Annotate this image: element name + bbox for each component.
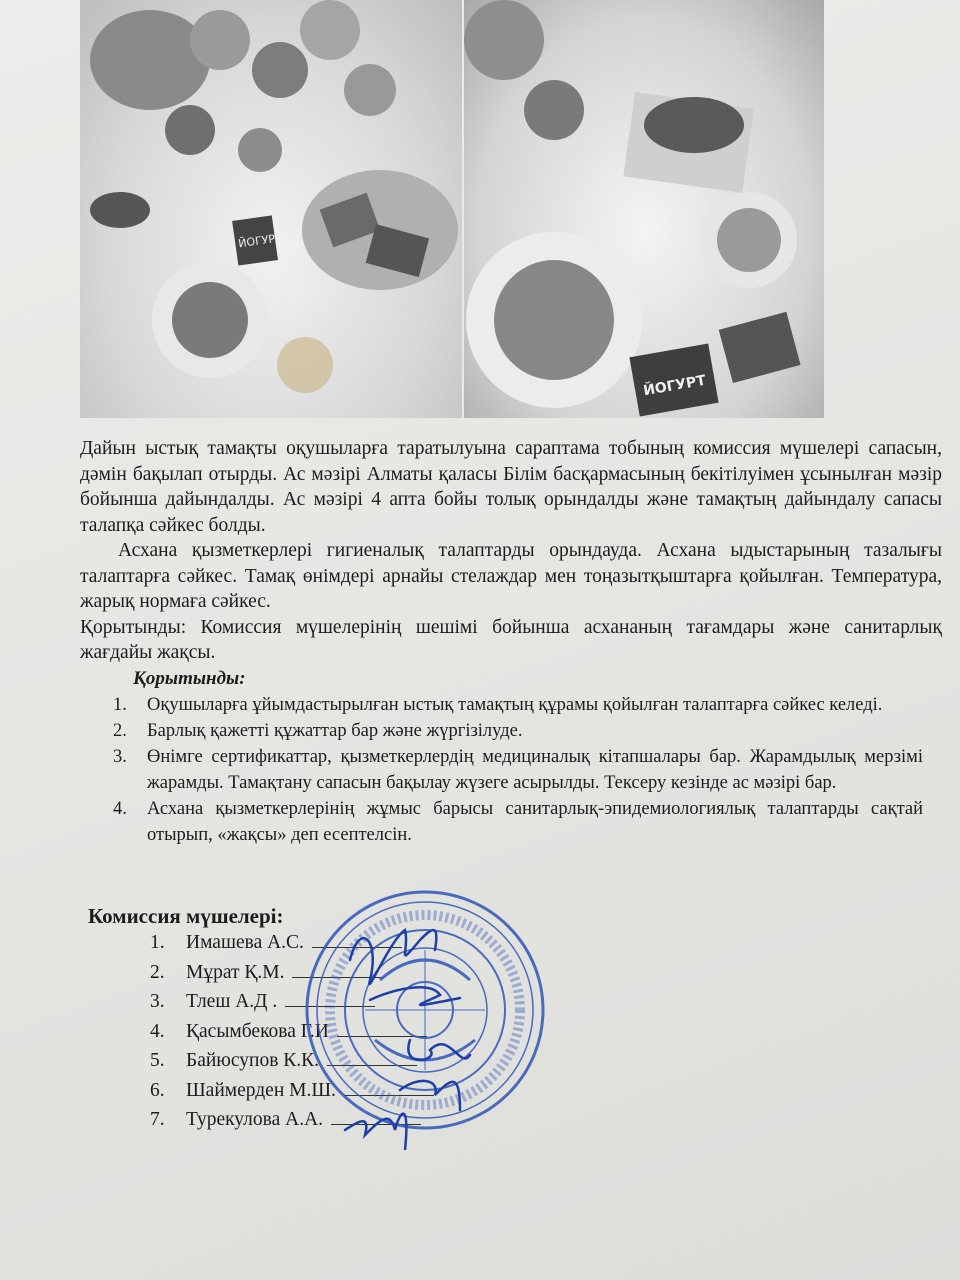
conclusion-item: [113, 796, 923, 848]
item-text: Оқушыларға ұйымдастырылған ыстық тамақтың құрамы қойылған талаптарға сәйкес келеді.: [147, 695, 883, 715]
item-number: 2.: [113, 721, 127, 741]
food-photo-left-image: [80, 0, 462, 418]
official-stamp: [290, 880, 560, 1150]
item-number: 1.: [113, 695, 127, 715]
member-name: Байюсупов К.К.: [186, 1050, 320, 1071]
member-number: 3.: [150, 991, 165, 1012]
conclusion-item: [113, 718, 923, 744]
item-number: 4.: [113, 799, 127, 819]
member-name: Қасымбекова Г.И: [186, 1020, 329, 1042]
item-text: Асхана қызметкерлерінің жұмыс барысы санитарлық-эпидемиологиялық талаптарды сақтай отырып, «жақсы» деп есептелсін.: [147, 799, 923, 845]
item-text: Барлық қажетті құжаттар бар және жүргізілуде.: [147, 721, 523, 741]
members-title: Комиссия мүшелері:: [88, 904, 284, 928]
member-number: 6.: [150, 1079, 165, 1101]
member-name: Шаймерден М.Ш.: [186, 1079, 336, 1101]
item-number: 3.: [113, 747, 127, 767]
item-text: Өнімге сертификаттар, қызметкерлердің медициналық кітапшалары бар. Жарамдылық мерзімі жарамды. Тамақтану сапасын бақылау жүзеге асырылды. Тексеру кезінде ас мәзірі бар.: [147, 747, 923, 793]
member-number: 2.: [150, 961, 165, 983]
member-name: Мұрат Қ.М.: [186, 961, 285, 983]
food-photo-right-image: [464, 0, 824, 418]
conclusion-heading: Қорытынды:: [133, 668, 246, 689]
yogurt-label: ЙОГУРТ: [642, 372, 708, 400]
paragraph-hygiene: Асхана қызметкерлері гигиеналық талаптарды орындауда. Асхана ыдыстарының тазалығы талаптарға сәйкес. Тамақ өнімдері арнайы стелаждар мен тоңазытқыштарға қойылған. Температура, жарық нормаға сәйкес.: [80, 540, 942, 612]
member-name: Турекулова А.А.: [186, 1109, 324, 1130]
report-body: [80, 436, 942, 666]
conclusion-item: [113, 692, 923, 718]
conclusion-item: [113, 744, 923, 796]
paragraph-serving: Дайын ыстық тамақты оқушыларға таратылуына сараптама тобының комиссия мүшелері сапасын, дәмін бақылап отырды. Ас мәзірі Алматы қаласы Білім басқармасының бекітілуімен ұсынылған мәзір бойынша дайындалды. Ас мәзірі 4 апта бойы толық орындалды және тамақтың дайындалу сапасы талапқа сәйкес болды.: [80, 438, 942, 536]
member-number: 4.: [150, 1020, 165, 1042]
paragraph-summary: Қорытынды: Комиссия мүшелерінің шешімі бойынша асхананың тағамдары және санитарлық жағдайы жақсы.: [80, 616, 942, 663]
food-photo-left: [80, 0, 462, 418]
member-number: 5.: [150, 1050, 165, 1071]
member-name: Имашева А.С.: [186, 932, 304, 953]
member-number: 1.: [150, 932, 165, 953]
member-name: Тлеш А.Д .: [186, 991, 278, 1012]
conclusion-list: [113, 692, 923, 848]
yogurt-label: ЙОГУРТ: [237, 231, 283, 251]
member-number: 7.: [150, 1109, 165, 1130]
food-photo-right: [464, 0, 824, 418]
